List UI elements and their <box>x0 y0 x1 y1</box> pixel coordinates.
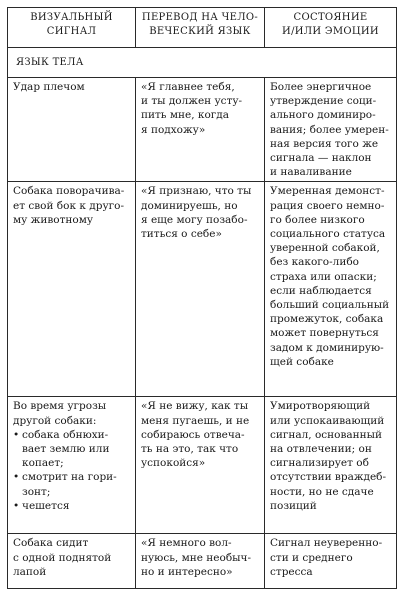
section-title: ЯЗЫК ТЕЛА <box>8 48 397 78</box>
list-item: • смотрит на гори- <box>13 470 131 484</box>
translation-cell: «Я главнее тебя, и ты должен усту- пить мне, когда я подхожу» <box>136 78 265 182</box>
state-cell: Умиротворяющий или успокаивающий сигнал, основанный на отвлечении; он сигнализирует об отсутствии враждеб- ности, но не сдаче позиций <box>265 397 397 534</box>
header-translation: ПЕРЕВОД НА ЧЕЛО- ВЕЧЕСКИЙ ЯЗЫК <box>136 8 265 48</box>
translation-cell: «Я немного вол- нуюсь, мне необыч- но и интересно» <box>136 534 265 589</box>
translation-cell: «Я не вижу, как ты меня пугаешь, и не собираюсь отвеча- ть на это, так что успокойся» <box>136 397 265 534</box>
table-row <box>8 534 397 589</box>
table-row <box>8 78 397 182</box>
table-row <box>8 397 397 534</box>
state-cell: Сигнал неуверенно- сти и среднего стресса <box>265 534 397 589</box>
signal-cell: Во время угрозы другой собаки: • собака обнюхи- вает землю или копает; • смотрит на гори- зонт; • чешется <box>8 397 136 534</box>
header-state: СОСТОЯНИЕ И/ИЛИ ЭМОЦИИ <box>265 8 397 48</box>
section-row <box>8 48 397 78</box>
state-cell: Более энергичное утверждение соци- ального доминиро- вания; более умерен- ная версия того же сигнала — наклон и наваливание <box>265 78 397 182</box>
signal-cell: Собака сидит с одной поднятой лапой <box>8 534 136 589</box>
state-cell: Умеренная демонст- рация своего немно- го более низкого социального статуса уверенной собакой, без какого-либо страха или опаски; если наблюдается больший социальный промежуток, собака может повернуться задом к доминирую- щей собаке <box>265 182 397 397</box>
signal-cell: Удар плечом <box>8 78 136 182</box>
header-row <box>8 8 397 48</box>
list-item: • собака обнюхи- <box>13 428 131 442</box>
list-item: • чешется <box>13 499 131 513</box>
table-row <box>8 182 397 397</box>
signal-cell: Собака поворачива- ет свой бок к друго- му животному <box>8 182 136 397</box>
header-visual-signal: ВИЗУАЛЬНЫЙ СИГНАЛ <box>8 8 136 48</box>
translation-cell: «Я признаю, что ты доминируешь, но я еще могу позабо- титься о себе» <box>136 182 265 397</box>
signals-table <box>7 7 397 589</box>
